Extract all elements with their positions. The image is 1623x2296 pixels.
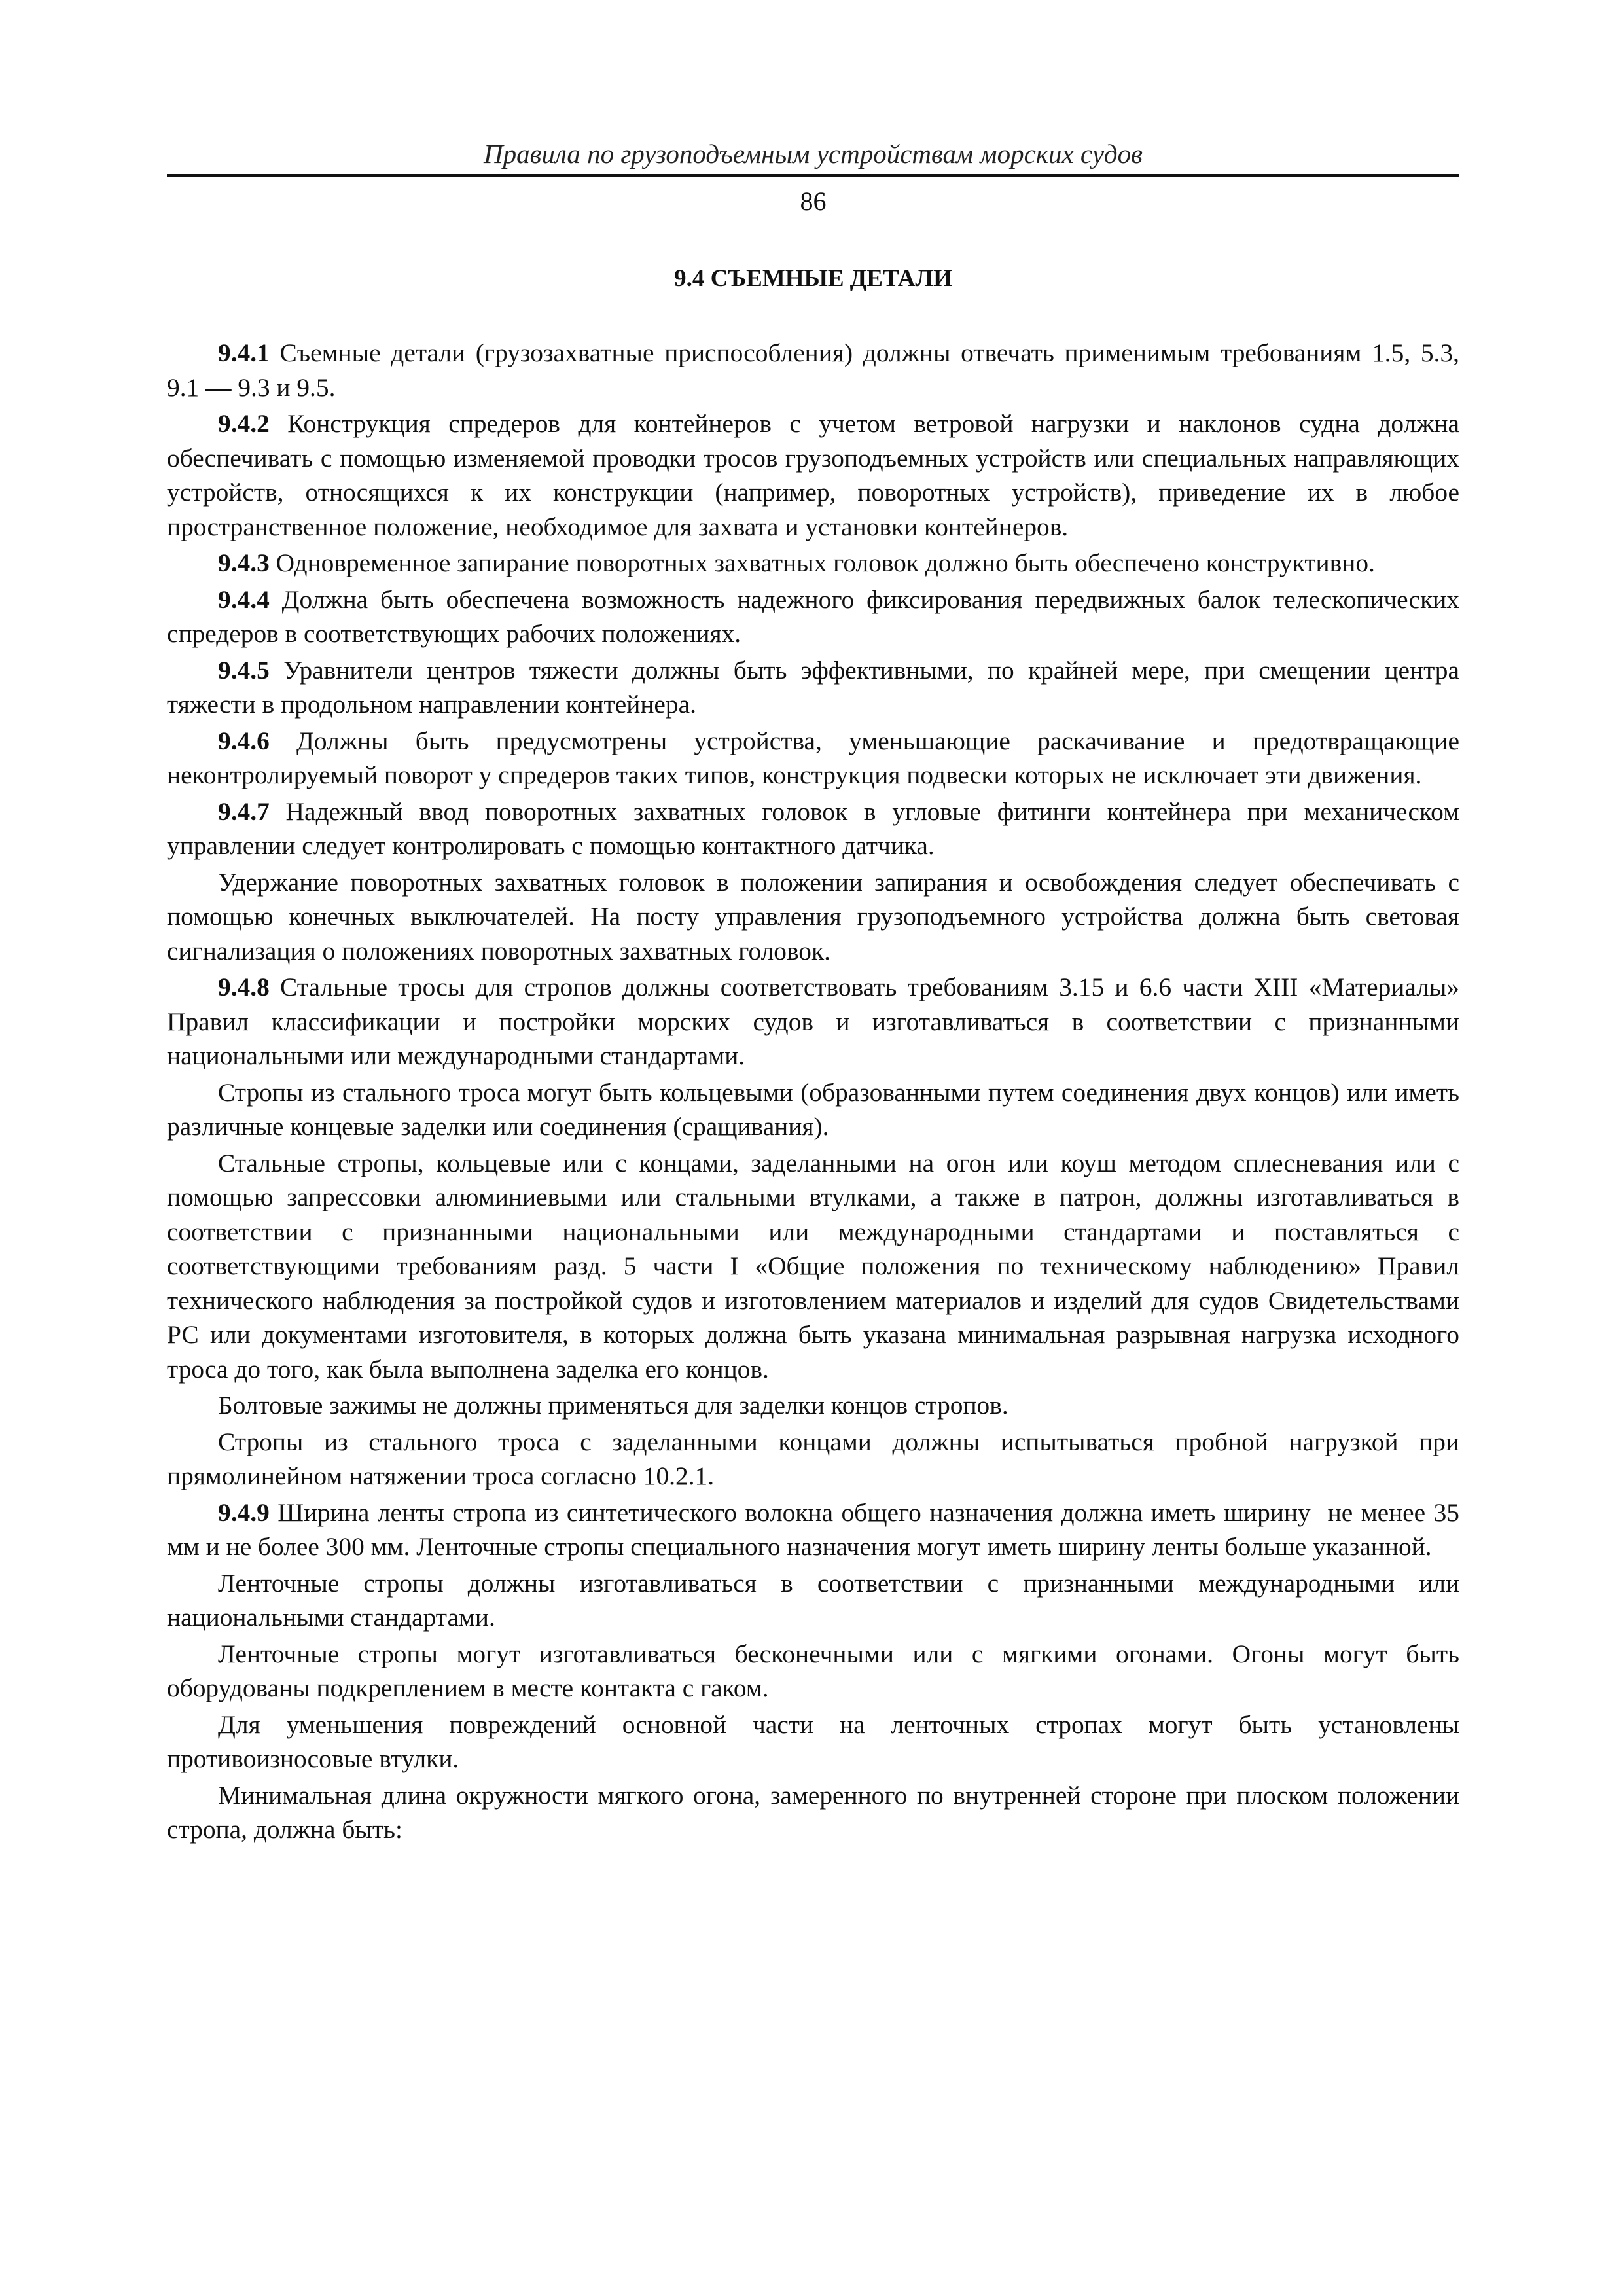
running-header: Правила по грузоподъемным устройствам морских судов (484, 139, 1143, 169)
paragraph-text: Надежный ввод поворотных захватных головок в угловые фитинги контейнера при механическом управлении следует контролировать с помощью контактного датчика. (167, 797, 1459, 860)
paragraph-9-4-8-ring-slings (167, 1075, 1459, 1144)
document-page (167, 137, 1459, 1849)
paragraph-9-4-8-bolt-clamps (167, 1388, 1459, 1423)
clause-number: 9.4.6 (218, 726, 270, 755)
paragraph-text: Должны быть предусмотрены устройства, уменьшающие раскачивание и предотвращающие неконтролируемый поворот у спредеров таких типов, конструкция подвески которых не исключает эти движения. (167, 726, 1459, 789)
paragraph-9-4-3 (167, 546, 1459, 581)
paragraph-text: Удержание поворотных захватных головок в положении запирания и освобождения следует обеспечивать с помощью конечных выключателей. На посту управления грузоподъемного устройства должна быть световая сигнализация о положениях поворотных захватных головок. (167, 867, 1459, 965)
paragraph-text: Стальные стропы, кольцевые или с концами, заделанными на огон или коуш методом сплесневания или с помощью запрессовки алюминиевыми или стальными втулками, а также в патрон, должны изготавливаться в соответствии с признанными национальными или международными стандартами и поставляться с соответствующими требованиям разд. 5 части I «Общие положения по техническому наблюдению» Правил технического наблюдения за постройкой судов и изготовлением материалов и изделий для судов Свидетельствами РС или документами изготовителя, в которых должна быть указана минимальная разрывная нагрузка исходного троса до того, как была выполнена заделка его концов. (167, 1148, 1459, 1384)
paragraph-9-4-8-steel-slings (167, 1146, 1459, 1387)
paragraph-text: Уравнители центров тяжести должны быть эффективными, по крайней мере, при смещении центра тяжести в продольном направлении контейнера. (167, 655, 1459, 719)
paragraph-text: Минимальная длина окружности мягкого огона, замеренного по внутренней стороне при плоском положении стропа, должна быть: (167, 1780, 1459, 1844)
clause-number: 9.4.4 (218, 584, 270, 614)
paragraph-9-4-9-sleeves (167, 1708, 1459, 1776)
clause-number: 9.4.7 (218, 797, 270, 826)
paragraph-text: Конструкция спредеров для контейнеров с учетом ветровой нагрузки и наклонов судна должна обеспечивать с помощью изменяемой проводки тросов грузоподъемных устройств или специальных направляющих устройств, относящихся к их конструкции (например, поворотных устройств), приведение их в любое пространственное положение, необходимое для захвата и установки контейнеров. (167, 409, 1459, 541)
paragraph-9-4-4 (167, 583, 1459, 651)
paragraph-9-4-6 (167, 724, 1459, 793)
paragraph-text: Ленточные стропы должны изготавливаться в соответствии с признанными международными или национальными стандартами. (167, 1568, 1459, 1632)
paragraph-9-4-1 (167, 336, 1459, 404)
paragraph-9-4-2 (167, 406, 1459, 544)
paragraph-9-4-7 (167, 795, 1459, 863)
paragraph-9-4-5 (167, 653, 1459, 722)
paragraph-9-4-7-cont (167, 865, 1459, 969)
clause-number: 9.4.3 (218, 548, 270, 577)
paragraph-text: Одновременное запирание поворотных захватных головок должно быть обеспечено конструктивно. (269, 548, 1375, 577)
paragraph-text: Ширина ленты стропа из синтетического волокна общего назначения должна иметь ширину (269, 1498, 1311, 1527)
paragraph-text: Должна быть обеспечена возможность надежного фиксирования передвижных балок телескопических спредеров в соответствующих рабочих положениях. (167, 584, 1459, 648)
paragraph-9-4-9 (167, 1496, 1459, 1564)
clause-number: 9.4.1 (218, 338, 270, 367)
section-body (167, 336, 1459, 1847)
paragraph-9-4-8 (167, 970, 1459, 1073)
clause-number: 9.4.8 (218, 973, 270, 1001)
clause-number: 9.4.5 (218, 655, 270, 685)
paragraph-9-4-9-standards (167, 1566, 1459, 1635)
paragraph-text: Ленточные стропы могут изготавливаться бесконечными или с мягкими огонами. Огоны могут быть оборудованы подкреплением в месте контакта с гаком. (167, 1639, 1459, 1702)
header-rule (167, 174, 1459, 177)
paragraph-text: Стропы из стального троса могут быть кольцевыми (образованными путем соединения двух концов) или иметь различные концевые заделки или соединения (сращивания). (167, 1077, 1459, 1141)
paragraph-text: Стальные тросы для стропов должны соответствовать требованиям 3.15 и 6.6 части XIII «Материалы» Правил классификации и постройки морских судов и изготавливаться в соответствии с признанными национальными или международными стандартами. (167, 973, 1459, 1070)
paragraph-text: Съемные детали (грузозахватные приспособления) должны отвечать применимым требованиям 1.5, 5.3, 9.1 — 9.3 и 9.5. (167, 338, 1459, 402)
section-title: 9.4 СЪЕМНЫЕ ДЕТАЛИ (674, 265, 952, 292)
clause-number: 9.4.9 (218, 1498, 270, 1527)
paragraph-text: Болтовые зажимы не должны применяться для заделки концов стропов. (218, 1391, 1008, 1420)
paragraph-text: Стропы из стального троса с заделанными концами должны испытываться пробной нагрузкой при прямолинейном натяжении троса согласно 10.2.1. (167, 1427, 1459, 1490)
page-number: 86 (800, 187, 827, 216)
paragraph-9-4-8-proof-load (167, 1425, 1459, 1494)
paragraph-text-after-gap: не менее 35 мм и не более 300 мм. Ленточные стропы специального назначения могут иметь ширину ленты больше указанной. (167, 1498, 1459, 1561)
paragraph-text: Для уменьшения повреждений основной части на ленточных стропах могут быть установлены противоизносовые втулки. (167, 1710, 1459, 1773)
paragraph-9-4-9-eye-length (167, 1778, 1459, 1847)
paragraph-9-4-9-eyes (167, 1637, 1459, 1706)
clause-number: 9.4.2 (218, 409, 270, 438)
